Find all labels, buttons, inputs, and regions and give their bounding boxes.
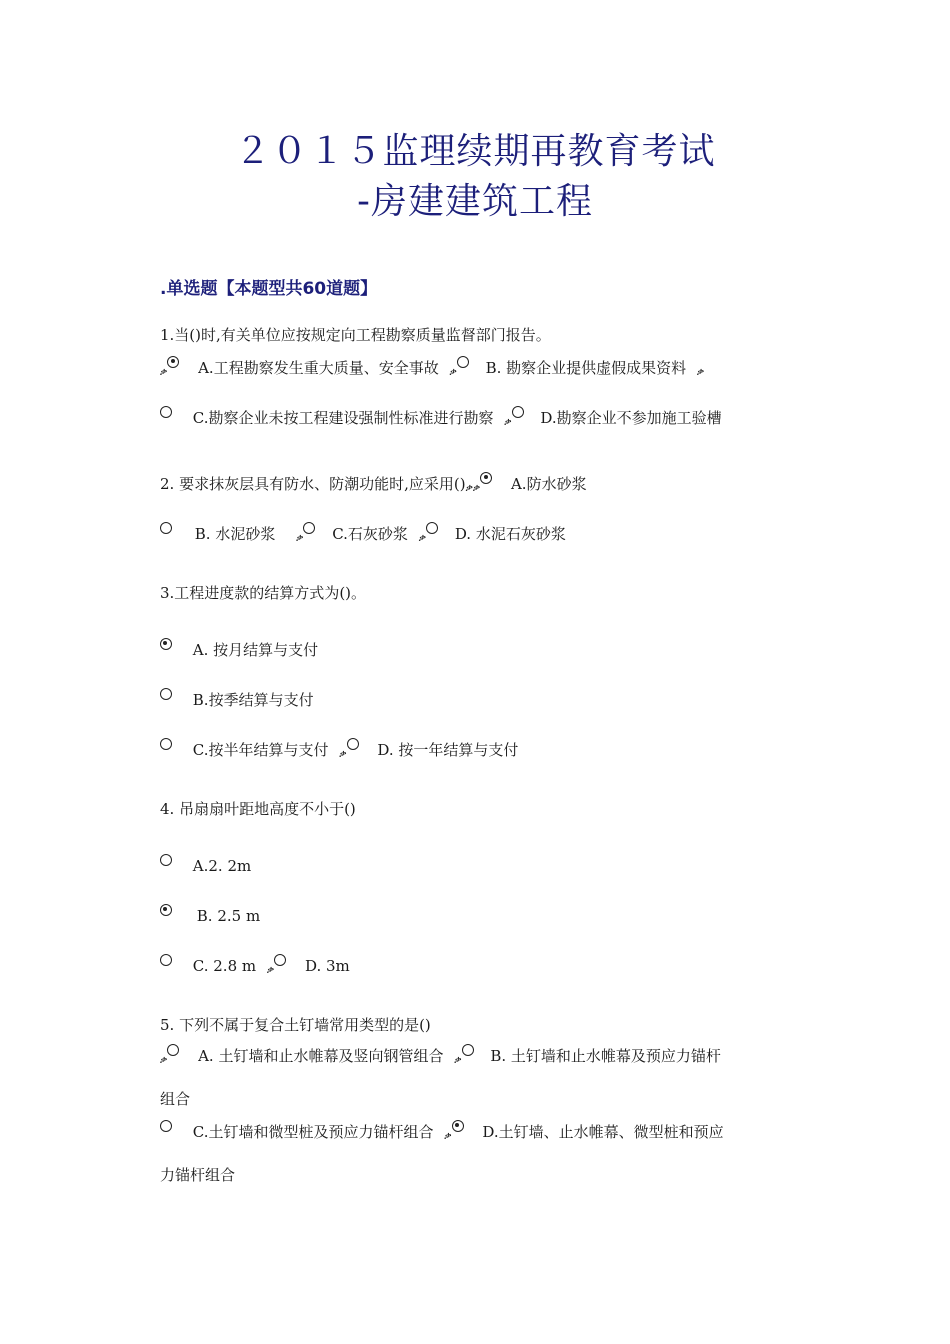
question-2-row-2 bbox=[160, 522, 566, 550]
question-4-option-a-row bbox=[160, 854, 251, 877]
q1-option-d[interactable]: D.勘察企业不参加施工验槽 bbox=[540, 409, 722, 427]
anchor-mark-icon: ቃ bbox=[504, 417, 512, 428]
anchor-mark-icon: ቃ bbox=[160, 1055, 168, 1066]
q4-option-c[interactable]: C. 2.8 m bbox=[192, 957, 257, 975]
q5-option-b-continued: 组合 bbox=[160, 1090, 191, 1108]
radio-unselected-icon[interactable] bbox=[160, 522, 172, 534]
question-3-option-a-row bbox=[160, 638, 318, 661]
q4-option-d[interactable]: D. 3m bbox=[304, 957, 350, 975]
question-2-stem: 2. 要求抹灰层具有防水、防潮功能时,应采用() bbox=[160, 475, 466, 493]
anchor-mark-icon: ቃ bbox=[696, 367, 705, 378]
question-4-row-cd bbox=[160, 954, 350, 982]
question-2-row-1 bbox=[160, 472, 587, 500]
radio-unselected-icon[interactable] bbox=[426, 522, 438, 534]
q1-option-a[interactable]: A.工程勘察发生重大质量、安全事故 bbox=[198, 359, 439, 377]
page-subtitle: -房建建筑工程 bbox=[357, 181, 593, 222]
radio-unselected-icon[interactable] bbox=[160, 688, 172, 700]
radio-selected-icon[interactable] bbox=[160, 904, 172, 916]
anchor-mark-icon: ቃ bbox=[449, 367, 457, 378]
page-title: ２０１５监理续期再教育考试 bbox=[234, 131, 716, 172]
radio-unselected-icon[interactable] bbox=[512, 406, 524, 418]
radio-selected-icon[interactable] bbox=[480, 472, 492, 484]
radio-unselected-icon[interactable] bbox=[160, 738, 172, 750]
q3-option-c[interactable]: C.按半年结算与支付 bbox=[192, 741, 329, 759]
q1-option-c[interactable]: C.勘察企业未按工程建设强制性标准进行勘察 bbox=[192, 409, 494, 427]
question-3-row-cd bbox=[160, 738, 518, 766]
question-4-option-b-row bbox=[160, 904, 260, 927]
anchor-mark-icon: ቃቃ bbox=[465, 483, 481, 494]
q5-option-b[interactable]: B. 土钉墙和止水帷幕及预应力锚杆 bbox=[490, 1047, 721, 1065]
q3-option-b[interactable]: B.按季结算与支付 bbox=[192, 691, 314, 709]
question-5-row-2 bbox=[160, 1120, 724, 1148]
question-3-option-b-row bbox=[160, 688, 314, 711]
anchor-mark-icon: ቃ bbox=[418, 533, 427, 544]
radio-unselected-icon[interactable] bbox=[160, 1120, 172, 1132]
anchor-mark-icon: ቃ bbox=[444, 1131, 452, 1142]
question-1-stem: 1.当()时,有关单位应按规定向工程勘察质量监督部门报告。 bbox=[160, 326, 551, 344]
radio-unselected-icon[interactable] bbox=[303, 522, 315, 534]
question-3-stem: 3.工程进度款的结算方式为()。 bbox=[160, 584, 367, 602]
anchor-mark-icon: ቃ bbox=[339, 749, 347, 760]
question-5-row-1 bbox=[160, 1044, 721, 1072]
radio-unselected-icon[interactable] bbox=[160, 854, 172, 866]
radio-unselected-icon[interactable] bbox=[457, 356, 469, 368]
q2-option-a[interactable]: A.防水砂浆 bbox=[510, 475, 587, 493]
q3-option-a[interactable]: A. 按月结算与支付 bbox=[192, 641, 319, 659]
radio-unselected-icon[interactable] bbox=[462, 1044, 474, 1056]
question-5-stem: 5. 下列不属于复合土钉墙常用类型的是() bbox=[160, 1016, 431, 1034]
question-1-row-1 bbox=[160, 356, 704, 384]
anchor-mark-icon: ቃ bbox=[266, 965, 275, 976]
q2-option-d[interactable]: D. 水泥石灰砂浆 bbox=[454, 525, 566, 543]
radio-unselected-icon[interactable] bbox=[347, 738, 359, 750]
question-4-stem: 4. 吊扇扇叶距地高度不小于() bbox=[160, 800, 356, 818]
radio-unselected-icon[interactable] bbox=[167, 1044, 179, 1056]
anchor-mark-icon: ቃ bbox=[160, 367, 168, 378]
anchor-mark-icon: ቃ bbox=[454, 1055, 462, 1066]
q5-option-c[interactable]: C.土钉墙和微型桩及预应力锚杆组合 bbox=[192, 1123, 434, 1141]
q5-option-d[interactable]: D.土钉墙、止水帷幕、微型桩和预应 bbox=[482, 1123, 724, 1141]
radio-selected-icon[interactable] bbox=[160, 638, 172, 650]
radio-unselected-icon[interactable] bbox=[160, 954, 172, 966]
radio-selected-icon[interactable] bbox=[167, 356, 179, 368]
radio-selected-icon[interactable] bbox=[452, 1120, 464, 1132]
q5-option-d-continued: 力锚杆组合 bbox=[160, 1166, 236, 1184]
section-header: .单选题【本题型共60道题】 bbox=[160, 279, 378, 299]
q2-option-c[interactable]: C.石灰砂浆 bbox=[332, 525, 408, 543]
q3-option-d[interactable]: D. 按一年结算与支付 bbox=[377, 741, 519, 759]
anchor-mark-icon: ቃ bbox=[296, 533, 304, 544]
question-1-row-2 bbox=[160, 406, 722, 434]
q5-option-a[interactable]: A. 土钉墙和止水帷幕及竖向钢管组合 bbox=[198, 1047, 444, 1065]
q4-option-b[interactable]: B. 2.5 m bbox=[196, 907, 261, 925]
radio-unselected-icon[interactable] bbox=[274, 954, 286, 966]
radio-unselected-icon[interactable] bbox=[160, 406, 172, 418]
q2-option-b[interactable]: B. 水泥砂浆 bbox=[194, 525, 276, 543]
q1-option-b[interactable]: B. 勘察企业提供虚假成果资料 bbox=[485, 359, 687, 377]
q4-option-a[interactable]: A.2. 2m bbox=[192, 857, 252, 875]
